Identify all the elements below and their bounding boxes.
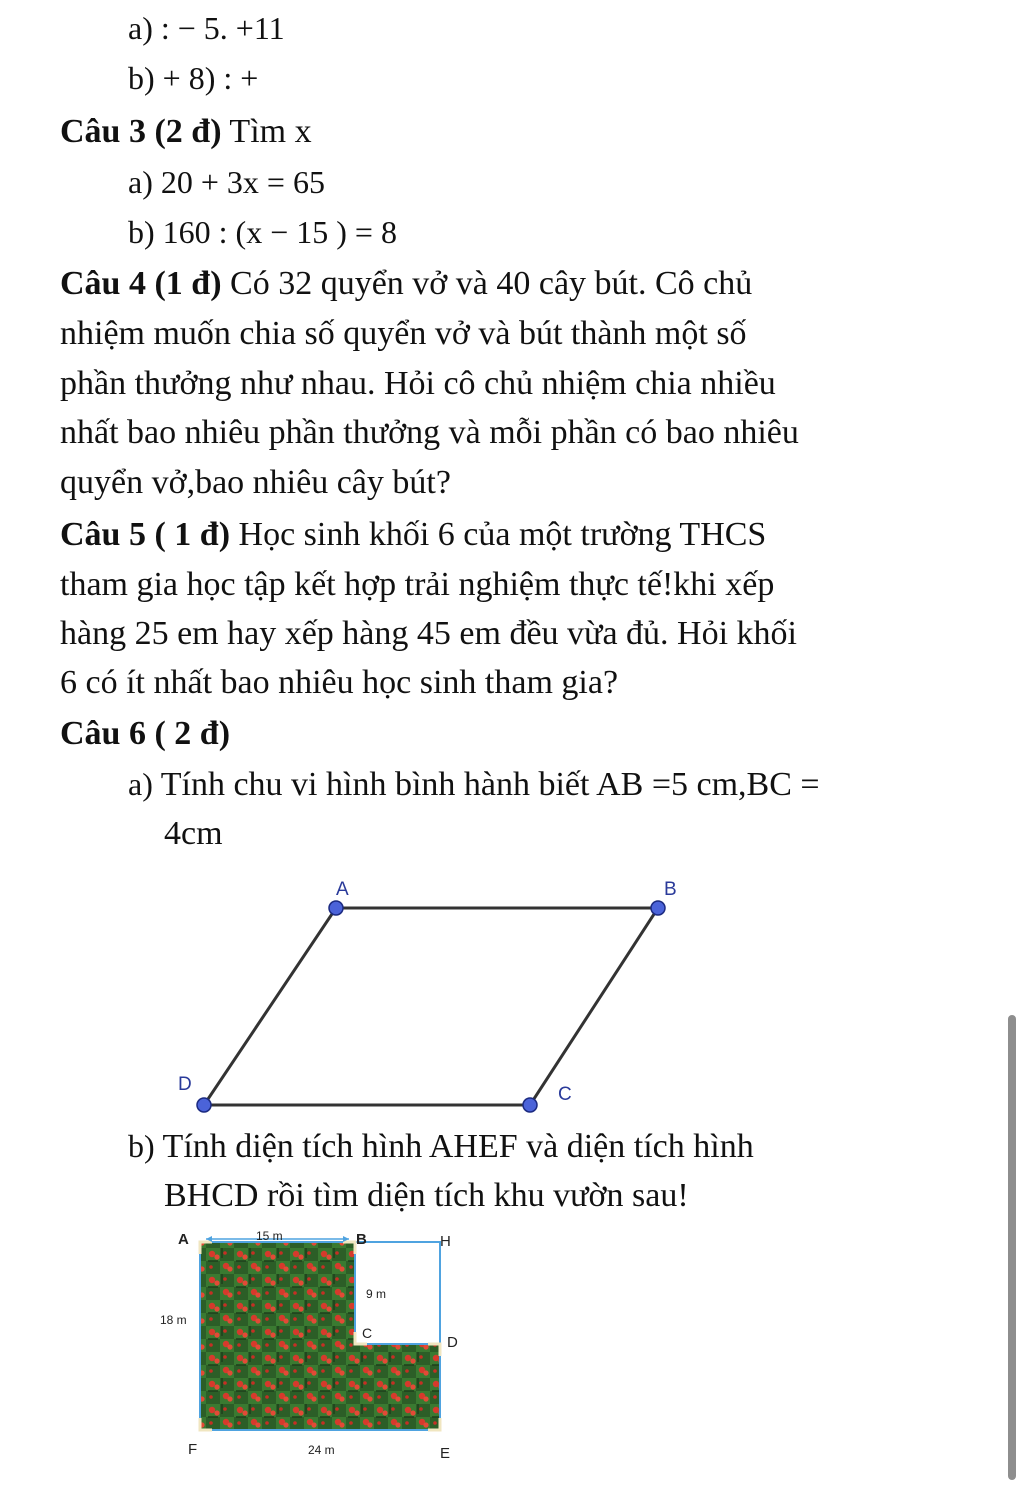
q2-a: [128, 8, 285, 48]
point-b: [651, 901, 665, 915]
garden-label-c: C: [362, 1325, 373, 1341]
q4-title: Câu 4 (1 đ): [60, 265, 222, 302]
garden-area: [200, 1242, 440, 1430]
q6-title: Câu 6 ( 2 đ): [60, 715, 231, 752]
garden-label-a: A: [178, 1231, 189, 1248]
q6-b-line-2: BHCD rồi tìm diện tích khu vườn sau!: [164, 1177, 689, 1214]
q5-line-2: tham gia học tập kết hợp trải nghiệm thực tế!khi xếp: [60, 566, 775, 603]
q3-text: Tìm x: [229, 113, 312, 150]
q3-a-text: 20 + 3x = 65: [160, 164, 325, 200]
parallelogram-figure: [160, 870, 700, 1120]
point-d: [197, 1098, 211, 1112]
q5-line-1: [60, 515, 766, 555]
label-c: C: [558, 1084, 572, 1105]
q3-b: [128, 212, 397, 252]
dim-af-label: 18 m: [160, 1313, 187, 1327]
q4-line-2: nhiệm muốn chia số quyển vở và bút thành một số: [60, 315, 747, 352]
point-a: [329, 901, 343, 915]
garden-label-f: F: [188, 1441, 198, 1458]
point-c: [523, 1098, 537, 1112]
q5-line-4: 6 có ít nhất bao nhiêu học sinh tham gia?: [60, 664, 619, 701]
q5-line-3: hàng 25 em hay xếp hàng 45 em đều vừa đủ. Hỏi khối: [60, 615, 797, 652]
q4-line-4: nhất bao nhiêu phần thưởng và mỗi phần có bao nhiêu: [60, 414, 799, 451]
q6-a-line-1: [128, 764, 820, 805]
q3-title: Câu 3 (2 đ): [60, 113, 222, 150]
dim-ab-label: 15 m: [256, 1229, 283, 1243]
q3-a: [128, 162, 325, 202]
label-d: D: [178, 1074, 192, 1095]
q5-text-1: Học sinh khối 6 của một trường THCS: [238, 516, 767, 553]
q3-heading: [60, 112, 312, 152]
q3-a-label: a): [128, 164, 153, 200]
dim-fe-label: 24 m: [308, 1443, 335, 1457]
garden-label-b: B: [356, 1231, 367, 1248]
q4-line-5: quyển vở,bao nhiêu cây bút?: [60, 464, 451, 501]
q6-a-label: a): [128, 766, 153, 802]
q6-b-label: b): [128, 1128, 155, 1164]
label-b: B: [664, 879, 677, 900]
q3-b-text: 160 : (x − 15 ) = 8: [162, 214, 397, 250]
q6-b-text-1: Tính diện tích hình AHEF và diện tích hình: [162, 1128, 754, 1165]
dim-bc-label: 9 m: [366, 1287, 387, 1301]
q6-a-text-1: Tính chu vi hình bình hành biết AB =5 cm,BC =: [160, 766, 820, 803]
garden-figure: [150, 1222, 480, 1472]
q2-b-text: + 8) : +: [162, 60, 259, 96]
garden-label-e: E: [440, 1445, 451, 1462]
q2-a-label: a): [128, 10, 153, 46]
label-a: A: [336, 879, 349, 900]
q6-a-line-2: 4cm: [164, 815, 223, 852]
garden-label-d: D: [447, 1334, 458, 1351]
q4-line-1: [60, 264, 752, 304]
q3-b-label: b): [128, 214, 155, 250]
q6-b-line-1: [128, 1126, 754, 1167]
q5-title: Câu 5 ( 1 đ): [60, 516, 231, 553]
q2-b-label: b): [128, 60, 155, 96]
q4-text-1: Có 32 quyển vở và 40 cây bút. Cô chủ: [230, 265, 753, 302]
parallelogram-shape: [204, 908, 658, 1105]
scrollbar[interactable]: [1008, 1015, 1016, 1480]
q2-b: [128, 58, 258, 98]
q2-a-text: : − 5. +11: [160, 10, 285, 46]
q4-line-3: phần thưởng như nhau. Hỏi cô chủ nhiệm chia nhiều: [60, 365, 776, 402]
garden-label-h: H: [440, 1233, 451, 1250]
